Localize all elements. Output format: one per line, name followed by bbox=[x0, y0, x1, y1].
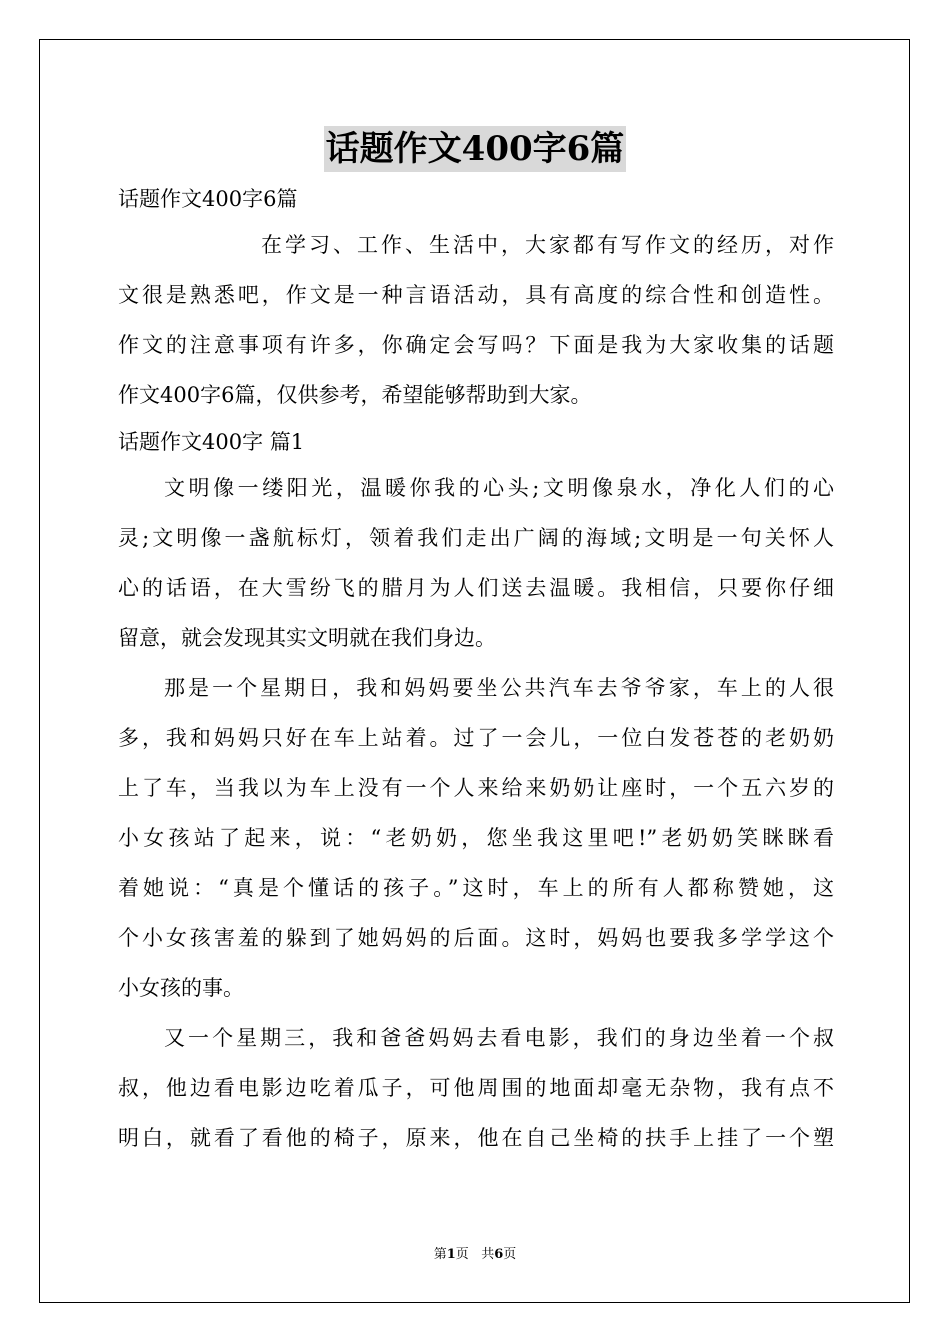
text-line: 留意，就会发现其实文明就在我们身边。 bbox=[118, 626, 496, 650]
text-line: 多，我和妈妈只好在车上站着。过了一会儿，一位白发苍苍的老奶奶 bbox=[118, 726, 834, 750]
text-line: 叔，他边看电影边吃着瓜子，可他周围的地面却毫无杂物，我有点不 bbox=[118, 1076, 834, 1100]
text-line: 小女孩站了起来，说：“老奶奶，您坐我这里吧!”老奶奶笑眯眯看 bbox=[118, 826, 834, 850]
text-line: 又一个星期三，我和爸爸妈妈去看电影，我们的身边坐着一个叔 bbox=[164, 1026, 834, 1050]
text-line: 那是一个星期日，我和妈妈要坐公共汽车去爷爷家，车上的人很 bbox=[164, 676, 834, 700]
total-prefix: 共 bbox=[481, 1247, 495, 1262]
page-footer bbox=[0, 1246, 950, 1264]
paragraph-1 bbox=[118, 463, 834, 663]
text-line: 上了车，当我以为车上没有一个人来给来奶奶让座时，一个五六岁的 bbox=[118, 776, 834, 800]
document-body bbox=[118, 180, 834, 1163]
paragraph-3 bbox=[118, 1013, 834, 1163]
text-line: 着她说：“真是个懂话的孩子。”这时，车上的所有人都称赞她，这 bbox=[118, 876, 834, 900]
document-title: 话题作文400字6篇 bbox=[324, 126, 627, 172]
document-subtitle: 话题作文400字6篇 bbox=[118, 187, 298, 211]
text-line: 小女孩的事。 bbox=[118, 976, 244, 1000]
page-suffix: 页 bbox=[455, 1247, 469, 1262]
text-line: 作文400字6篇，仅供参考，希望能够帮助到大家。 bbox=[118, 383, 592, 407]
text-line: 灵;文明像一盏航标灯，领着我们走出广阔的海域;文明是一句关怀人 bbox=[118, 526, 834, 550]
section-heading: 话题作文400字 篇1 bbox=[118, 430, 305, 454]
page-current: 1 bbox=[446, 1247, 456, 1262]
text-line: 文明像一缕阳光，温暖你我的心头;文明像泉水，净化人们的心 bbox=[164, 476, 834, 500]
page-total: 6 bbox=[494, 1247, 504, 1262]
text-line: 作文的注意事项有许多，你确定会写吗？下面是我为大家收集的话题 bbox=[118, 333, 834, 357]
paragraph-2 bbox=[118, 663, 834, 1013]
intro-paragraph bbox=[118, 220, 834, 420]
text-line: 个小女孩害羞的躲到了她妈妈的后面。这时，妈妈也要我多学学这个 bbox=[118, 926, 834, 950]
title-container bbox=[0, 126, 950, 172]
text-line: 文很是熟悉吧，作文是一种言语活动，具有高度的综合性和创造性。 bbox=[118, 283, 834, 307]
text-line: 心的话语，在大雪纷飞的腊月为人们送去温暖。我相信，只要你仔细 bbox=[118, 576, 834, 600]
text-line: 在学习、工作、生活中，大家都有写作文的经历，对作 bbox=[261, 233, 834, 257]
page-prefix: 第 bbox=[433, 1247, 447, 1262]
total-suffix: 页 bbox=[503, 1247, 517, 1262]
text-line: 明白，就看了看他的椅子，原来，他在自己坐椅的扶手上挂了一个塑 bbox=[118, 1126, 834, 1150]
